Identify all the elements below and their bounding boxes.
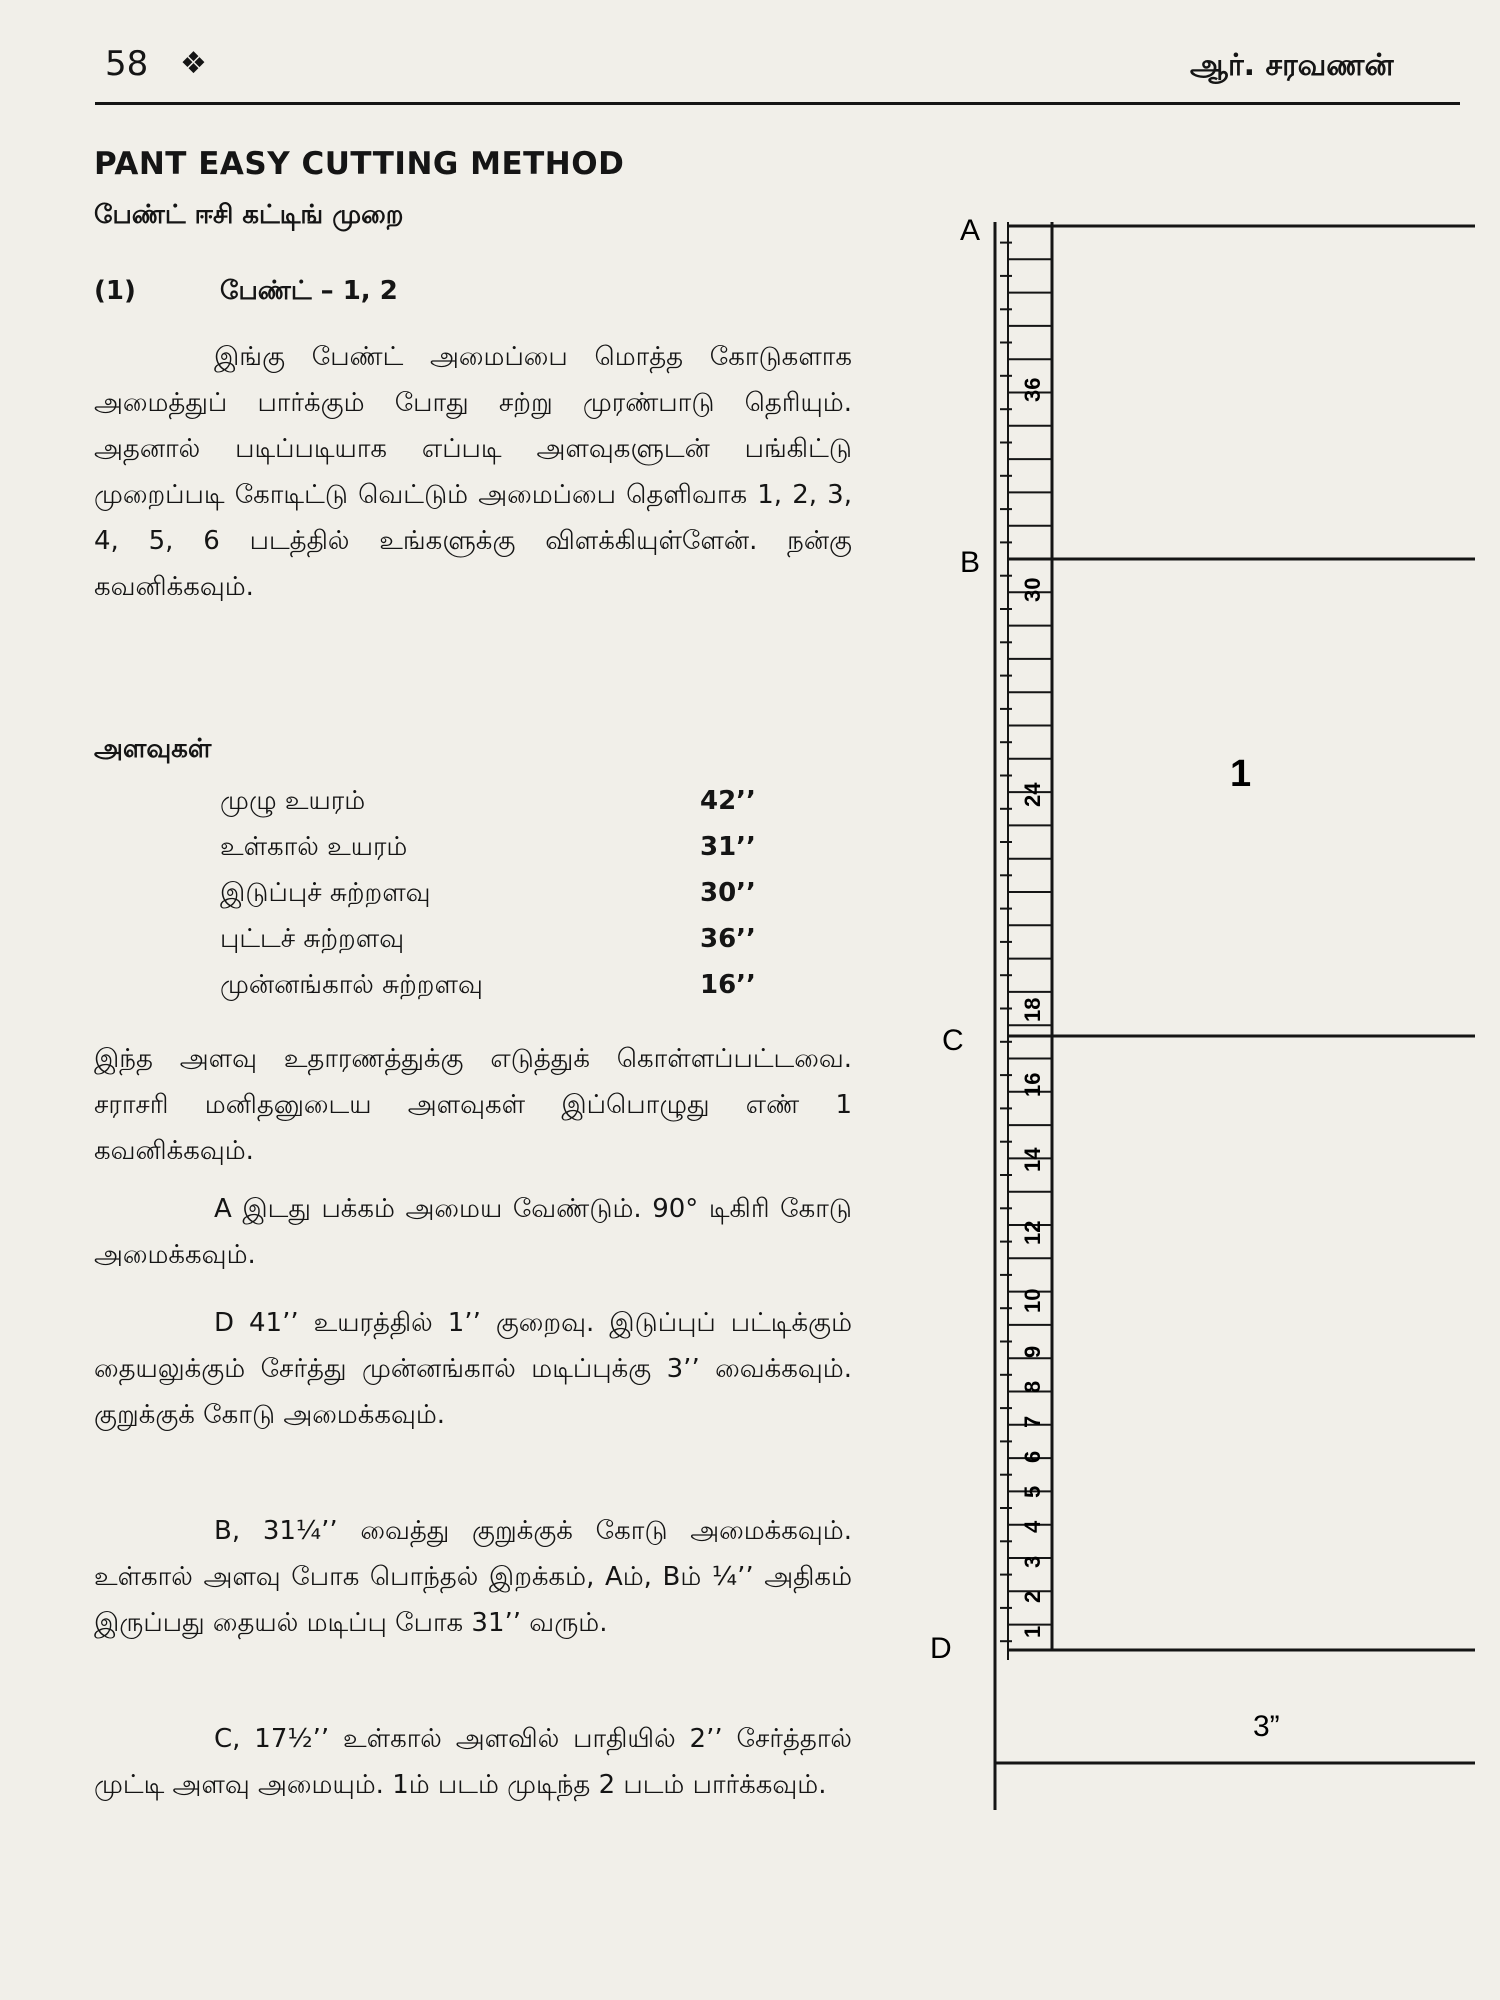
measurements-heading: அளவுகள் <box>94 734 212 764</box>
point-label-d: D <box>930 1632 952 1665</box>
ornament-icon: ❖ <box>180 46 207 81</box>
measurement-value: 42’’ <box>700 786 756 816</box>
paragraph-point-d: D 41’’ உயரத்தில் 1’’ குறைவு. இடுப்புப் பட்டிக்கும் தையலுக்கும் சேர்த்து முன்னங்கால் மடிப்புக்கு 3’’ வைக்கவும். குறுக்குக் கோடு அமைக்கவும். <box>94 1308 852 1430</box>
measurement-label: உள்கால் உயரம் <box>220 832 408 862</box>
point-label-a: A <box>960 214 981 247</box>
ruler-label: 8 <box>1020 1380 1045 1393</box>
ruler-label: 6 <box>1020 1450 1045 1463</box>
ruler-label: 9 <box>1020 1345 1045 1358</box>
ruler-labels <box>1020 378 1045 1638</box>
ruler-label: 4 <box>1020 1520 1045 1533</box>
page-header <box>0 0 1500 120</box>
point-label-c: C <box>942 1024 964 1057</box>
title-tamil: பேண்ட் ஈசி கட்டிங் முறை <box>94 200 404 230</box>
paragraph-point-a: A இடது பக்கம் அமைய வேண்டும். 90° டிகிரி கோடு அமைக்கவும். <box>94 1194 852 1270</box>
hem-allowance-label: 3” <box>1253 1710 1280 1743</box>
ruler-label: 36 <box>1020 377 1045 402</box>
measurement-label: இடுப்புச் சுற்றளவு <box>220 878 431 908</box>
ruler-label: 14 <box>1020 1147 1045 1172</box>
measurement-value: 36’’ <box>700 924 756 954</box>
paragraph-intro: இங்கு பேண்ட் அமைப்பை மொத்த கோடுகளாக அமைத்துப் பார்க்கும் போது சற்று முரண்பாடு தெரியும். அதனால் படிப்படியாக எப்படி அளவுகளுடன் பங்கிட்டு முறைப்படி கோடிட்டு வெட்டும் அமைப்பை தெளிவாக 1, 2, 3, 4, 5, 6 படத்தில் உங்களுக்கு விளக்கியுள்ளேன். நன்கு கவனிக்கவும். <box>94 342 852 602</box>
measurement-value: 31’’ <box>700 832 756 862</box>
point-label-b: B <box>960 546 981 579</box>
measurement-value: 16’’ <box>700 970 756 1000</box>
author-name: ஆர். சரவணன் <box>1190 48 1394 83</box>
section-title: பேண்ட் – 1, 2 <box>220 276 398 306</box>
ruler-label: 1 <box>1020 1625 1045 1638</box>
ruler-label: 30 <box>1020 577 1045 602</box>
ruler-label: 2 <box>1020 1590 1045 1603</box>
ruler-label: 24 <box>1020 782 1045 807</box>
measurement-label: முழு உயரம் <box>220 786 366 816</box>
paragraph-point-c: C, 17½’’ உள்கால் அளவில் பாதியில் 2’’ சேர்த்தால் முட்டி அளவு அமையும். 1ம் படம் முடிந்த 2 படம் பார்க்கவும். <box>94 1724 852 1800</box>
ruler-label: 3 <box>1020 1555 1045 1568</box>
measurement-label: முன்னங்கால் சுற்றளவு <box>220 970 483 1000</box>
title-english: PANT EASY CUTTING METHOD <box>94 146 625 182</box>
measurement-value: 30’’ <box>700 878 756 908</box>
ruler-label: 18 <box>1020 997 1045 1022</box>
measurement-label: புட்டச் சுற்றளவு <box>220 924 405 954</box>
ruler-label: 7 <box>1020 1415 1045 1428</box>
ruler-label: 5 <box>1020 1485 1045 1498</box>
paragraph-measurements-note: இந்த அளவு உதாரணத்துக்கு எடுத்துக் கொள்ளப்பட்டவை. சராசரி மனிதனுடைய அளவுகள் இப்பொழுது எண் 1 கவனிக்கவும். <box>94 1044 852 1166</box>
ruler-label: 12 <box>1020 1220 1045 1245</box>
ruler-label: 10 <box>1020 1288 1045 1313</box>
page-number: 58 <box>105 44 149 84</box>
section-number: (1) <box>94 276 136 306</box>
pant-draft-diagram <box>920 210 1480 1820</box>
paragraph-point-b: B, 31¼’’ வைத்து குறுக்குக் கோடு அமைக்கவும். உள்கால் அளவு போக பொந்தல் இறக்கம், Aம், Bம் ¼’’ அதிகம் இருப்பது தையல் மடிப்பு போக 31’’ வரும். <box>94 1516 852 1638</box>
header-rule <box>95 102 1460 105</box>
ruler-label: 16 <box>1020 1072 1045 1097</box>
figure-number: 1 <box>1230 753 1252 795</box>
